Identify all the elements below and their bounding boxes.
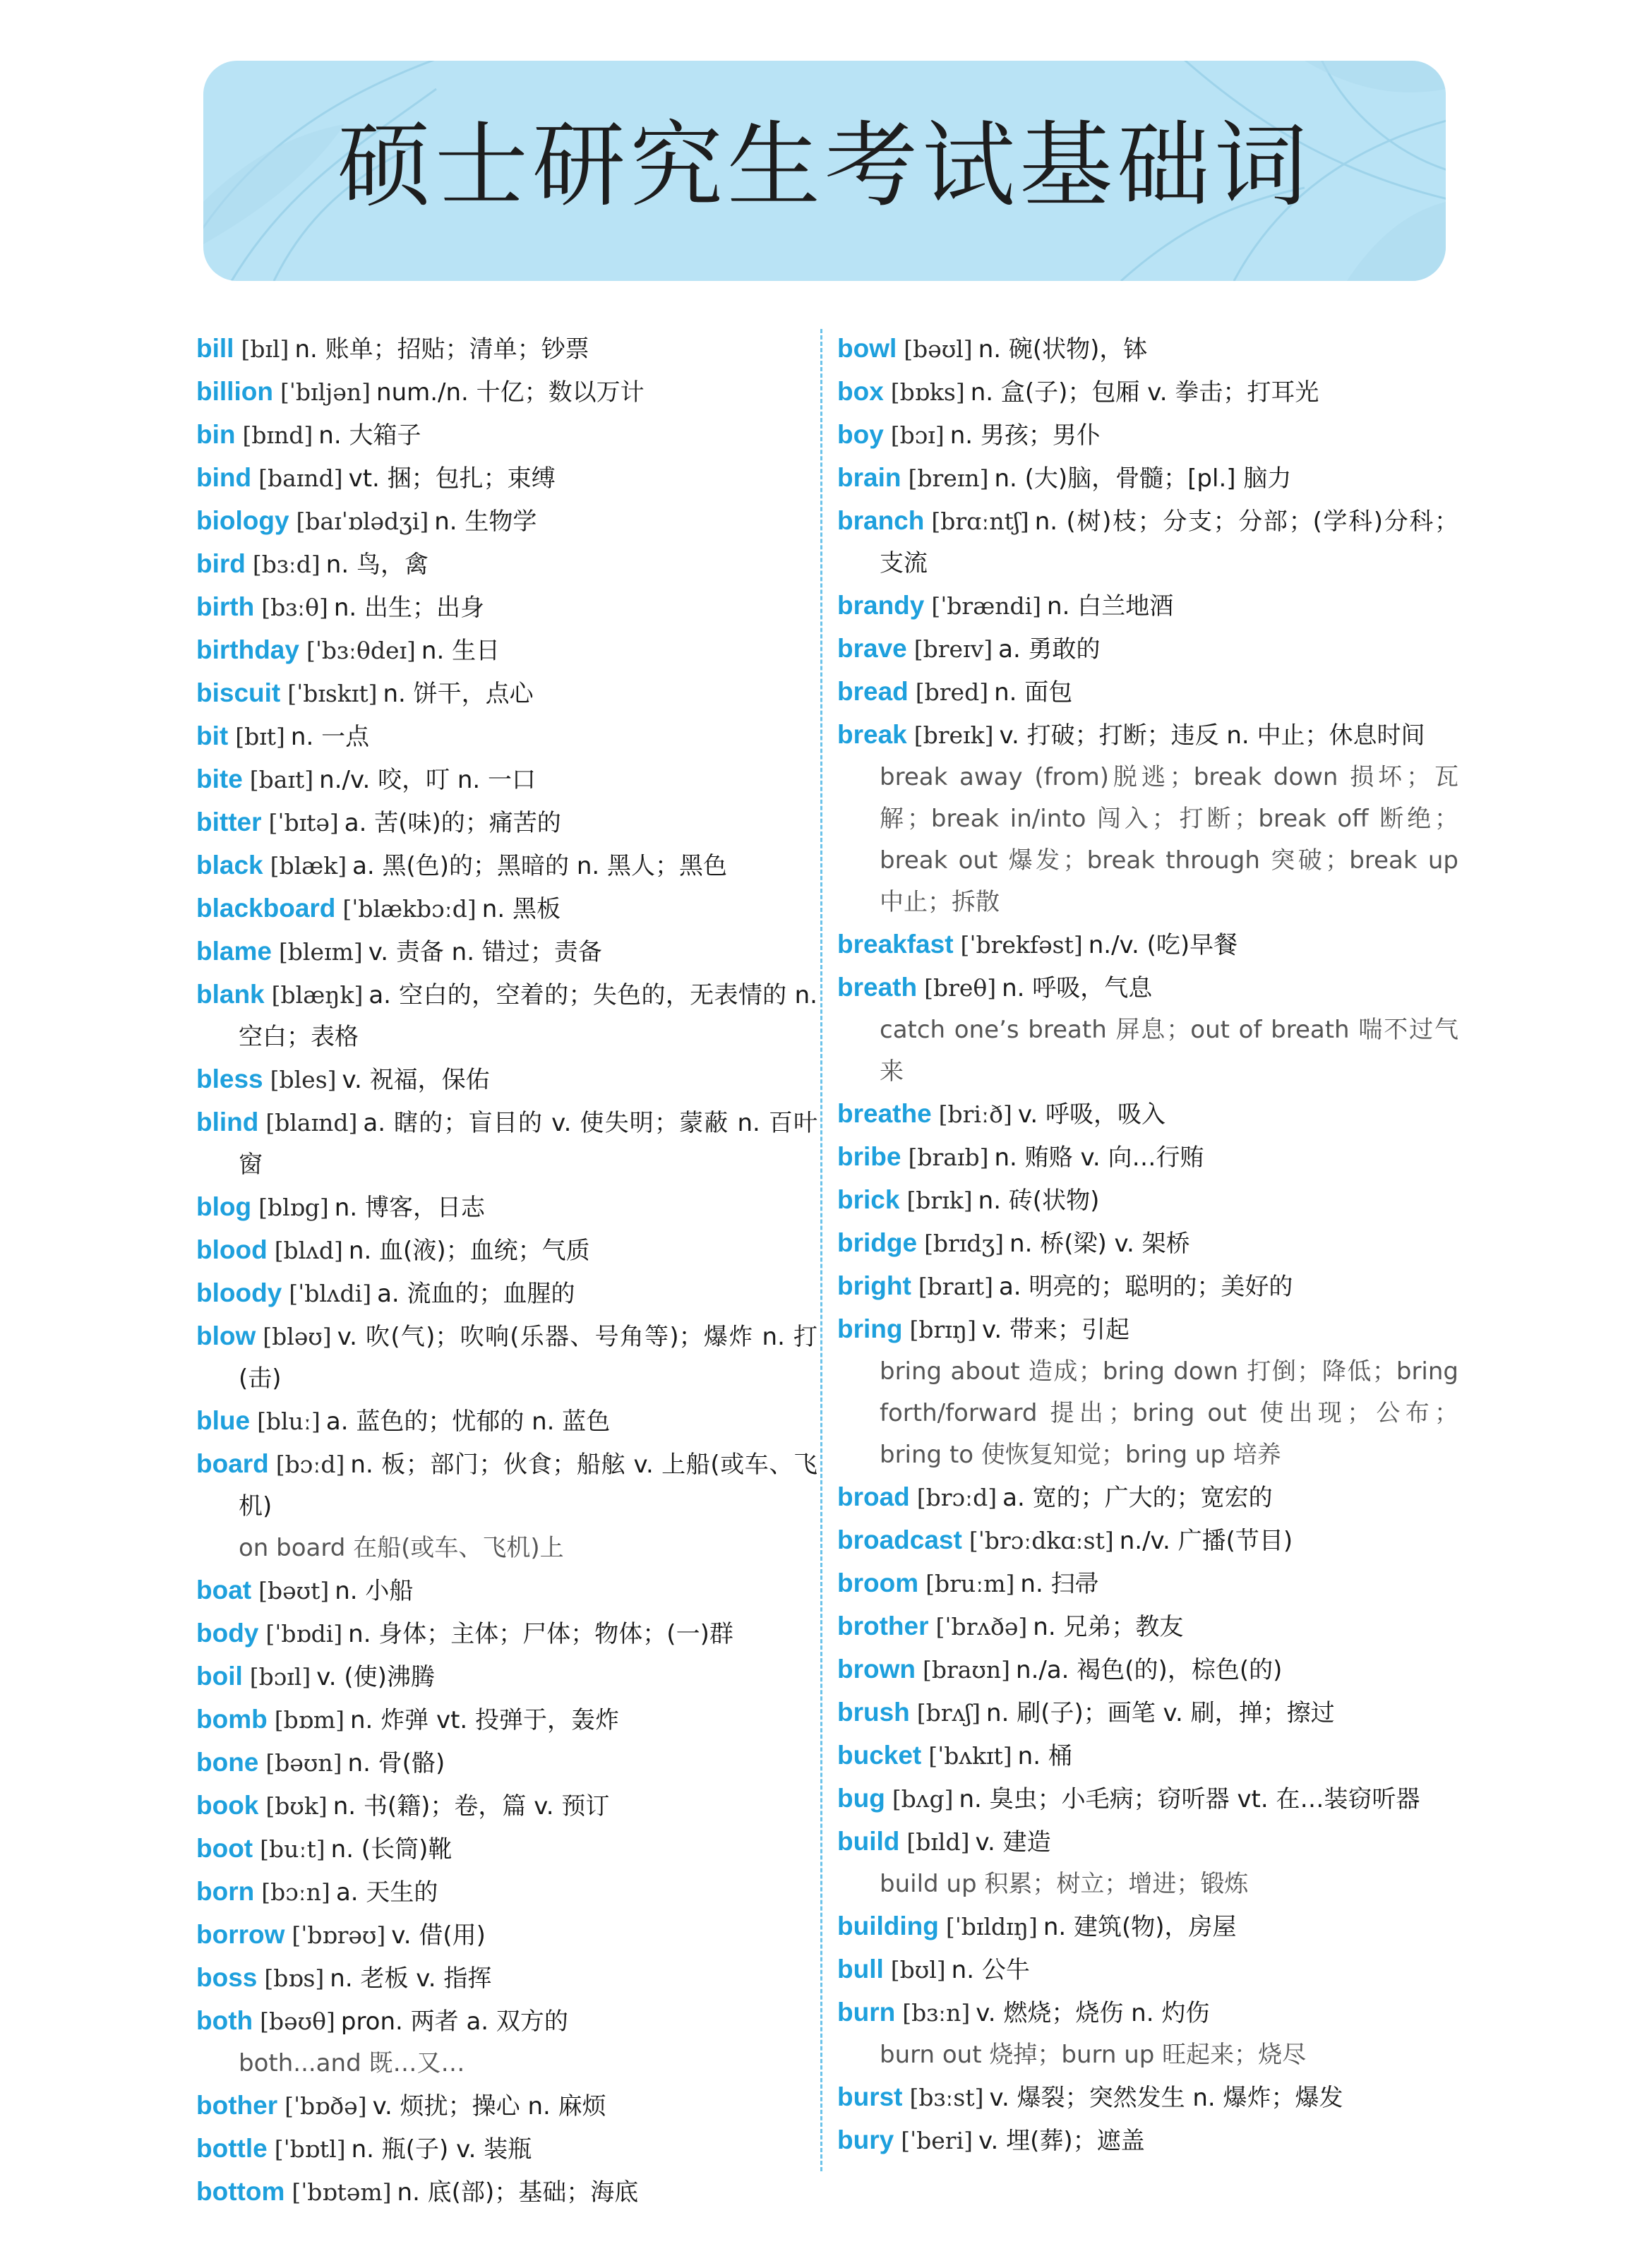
phonetic: [bʊk]: [265, 1792, 328, 1820]
word-entry: [196, 844, 817, 887]
phonetic: [ˈbrekfəst]: [960, 931, 1083, 959]
definition: a. 蓝色的；忧郁的 n. 蓝色: [325, 1408, 611, 1436]
headword: brain: [837, 463, 901, 492]
word-entry: [837, 1562, 1458, 1605]
headword: boy: [837, 420, 884, 449]
definition: n. 身体；主体；尸体；物体；(一)群: [348, 1620, 733, 1648]
word-entry: [837, 1093, 1458, 1136]
definition: n. 贿赂 v. 向…行贿: [994, 1144, 1204, 1172]
phonetic: [ˈbɜːθdeɪ]: [306, 637, 416, 664]
headword: bomb: [196, 1705, 268, 1734]
word-entry: [837, 1777, 1458, 1820]
headword: board: [196, 1449, 269, 1478]
phonetic: [bləʊ]: [263, 1323, 332, 1350]
definition: num./n. 十亿；数以万计: [376, 378, 645, 407]
word-entry: [196, 1186, 817, 1229]
phonetic: [bɪld]: [906, 1828, 970, 1856]
headword: boss: [196, 1963, 258, 1992]
word-entry: [837, 1991, 1458, 2034]
headword: bind: [196, 463, 252, 492]
word-entry: [196, 1569, 817, 1612]
phonetic: [bɔɪl]: [249, 1663, 311, 1691]
definition: n. 鸟，禽: [325, 551, 429, 579]
definition: v. 打破；打断；违反 n. 中止；休息时间: [999, 721, 1425, 750]
definition: n. 公牛: [951, 1956, 1030, 1984]
headword: bone: [196, 1748, 259, 1777]
headword: building: [837, 1912, 939, 1940]
column-divider: [820, 329, 822, 2171]
headword: both: [196, 2006, 253, 2035]
phrase-examples: burn out 烧掉；burn up 旺起来；烧尽: [880, 2041, 1307, 2069]
word-entry: [837, 671, 1458, 714]
headword: build: [837, 1827, 900, 1856]
phonetic: [bɜːθ]: [261, 594, 328, 621]
headword: birth: [196, 592, 255, 621]
word-entry: [837, 2119, 1458, 2162]
word-entry: [837, 1476, 1458, 1519]
definition: n. 扫帚: [1020, 1570, 1099, 1598]
phonetic: [braɪb]: [908, 1144, 989, 1171]
word-entry: [196, 328, 817, 371]
headword: broom: [837, 1568, 919, 1597]
definition: n. 出生；出身: [333, 594, 485, 622]
word-entry: [837, 1734, 1458, 1777]
word-entry: [837, 923, 1458, 966]
word-entry: [837, 1691, 1458, 1734]
phonetic: [blæk]: [270, 852, 347, 880]
headword: body: [196, 1619, 259, 1648]
word-entry: [837, 1308, 1458, 1351]
definition: n. 一点: [290, 723, 370, 751]
headword: billion: [196, 377, 273, 406]
headword: brother: [837, 1612, 929, 1640]
phonetic: [bɪl]: [241, 335, 289, 363]
word-entry: [196, 371, 817, 414]
definition: n. 饼干，点心: [383, 680, 534, 708]
phonetic: [ˈbɪldɪŋ]: [945, 1913, 1038, 1940]
phonetic: [ˈbɪtə]: [268, 809, 339, 836]
phonetic: [bɔːn]: [261, 1878, 330, 1906]
definition: a. 勇敢的: [998, 635, 1101, 664]
definition: n. 老板 v. 指挥: [330, 1964, 492, 1993]
word-entry: [196, 2084, 817, 2128]
definition: a. 瞎的；盲目的 v. 使失明；蒙蔽 n. 百叶窗: [239, 1109, 817, 1179]
definition: n. 黑板: [481, 895, 561, 923]
phonetic: [bʊl]: [890, 1956, 946, 1984]
phonetic: [ˈbɒtl]: [274, 2135, 346, 2163]
word-entry: [196, 543, 817, 586]
phonetic: [blʌd]: [274, 1237, 343, 1264]
definition: v. 燃烧；烧伤 n. 灼伤: [976, 1999, 1210, 2027]
headword: blame: [196, 937, 272, 966]
headword: bill: [196, 334, 234, 363]
definition: n./v. 广播(节目): [1119, 1527, 1293, 1555]
headword: bird: [196, 549, 246, 578]
phonetic: [bəʊθ]: [260, 2008, 335, 2035]
definition: n. 生物学: [434, 508, 537, 536]
word-entry: [196, 801, 817, 844]
phonetic: [bleɪm]: [278, 938, 363, 966]
headword: bread: [837, 677, 909, 706]
definition: n. 兄弟；教友: [1033, 1613, 1184, 1641]
headword: bucket: [837, 1741, 922, 1770]
phonetic: [ˈbrændi]: [931, 592, 1042, 620]
definition: n. 账单；招贴；清单；钞票: [294, 335, 589, 364]
phonetic: [bəʊt]: [258, 1577, 330, 1604]
phonetic: [bɜːn]: [902, 1999, 971, 2027]
headword: broadcast: [837, 1525, 962, 1554]
phonetic: [brɑːntʃ]: [931, 508, 1029, 535]
title-banner: [203, 61, 1446, 281]
definition: v. 吹(气)；吹响(乐器、号角等)；爆炸 n. 打(击): [239, 1323, 817, 1393]
word-entry: [196, 1612, 817, 1655]
definition: vt. 捆；包扎；束缚: [348, 464, 556, 493]
headword: blind: [196, 1108, 259, 1136]
headword: biology: [196, 506, 289, 535]
phonetic: [brɔːd]: [916, 1484, 997, 1511]
word-entry: [196, 1400, 817, 1443]
definition: n. 白兰地酒: [1047, 592, 1174, 620]
word-entry: [196, 1741, 817, 1784]
word-entry: [837, 1179, 1458, 1222]
headword: bug: [837, 1784, 885, 1813]
word-entry: [196, 1443, 817, 1528]
definition: v. 埋(葬)；遮盖: [978, 2127, 1145, 2155]
phonetic: [ˈbɒtəm]: [292, 2178, 392, 2206]
definition: v. 烦扰；操心 n. 麻烦: [372, 2092, 606, 2120]
word-entry: [196, 1871, 817, 1914]
definition: n. 桶: [1017, 1742, 1072, 1770]
phonetic: [ˈbɒdi]: [265, 1620, 343, 1648]
phonetic: [bɒks]: [890, 378, 965, 406]
word-entry: [196, 672, 817, 715]
definition: n. 盒(子)；包厢 v. 拳击；打耳光: [970, 378, 1319, 407]
definition: n./v. 咬，叮 n. 一口: [319, 766, 537, 794]
definition: v. (使)沸腾: [316, 1663, 435, 1691]
headword: bitter: [196, 808, 262, 836]
phonetic: [bɔɪ]: [890, 421, 945, 449]
word-entry: [196, 1315, 817, 1400]
phonetic: [ˈbɪskɪt]: [287, 680, 378, 707]
headword: bright: [837, 1271, 911, 1300]
word-entry: [196, 1957, 817, 2000]
phonetic: [bɜːd]: [252, 551, 320, 578]
definition: n. 书(籍)；卷，篇 v. 预订: [332, 1792, 610, 1820]
headword: blackboard: [196, 894, 336, 923]
headword: bloody: [196, 1278, 282, 1307]
word-entry: [837, 584, 1458, 628]
headword: brandy: [837, 591, 925, 620]
headword: branch: [837, 506, 925, 535]
word-entry: [196, 2171, 817, 2214]
word-entry: [837, 371, 1458, 414]
word-entry: [837, 1905, 1458, 1948]
phonetic: [bɪt]: [235, 723, 285, 750]
phonetic: [ˈbrɔːdkɑːst]: [969, 1527, 1114, 1554]
headword: borrow: [196, 1920, 285, 1949]
headword: boat: [196, 1576, 252, 1604]
word-entry: [196, 586, 817, 629]
phonetic: [ˈblækbɔːd]: [342, 895, 477, 923]
word-entry: [837, 1519, 1458, 1562]
headword: broad: [837, 1482, 910, 1511]
phonetic: [bɪnd]: [242, 421, 313, 449]
phonetic: [briːð]: [938, 1100, 1012, 1128]
word-entry: [196, 1229, 817, 1272]
definition: n. 刷(子)；画笔 v. 刷，掸；擦过: [986, 1699, 1335, 1727]
phonetic: [brɪŋ]: [909, 1316, 976, 1343]
word-entry: [837, 1648, 1458, 1691]
word-entry: [196, 887, 817, 930]
phonetic: [buːt]: [260, 1835, 325, 1863]
left-word-column: [196, 328, 817, 2214]
definition: v. 借(用): [391, 1921, 486, 1950]
phonetic: [bɜːst]: [909, 2084, 984, 2111]
phonetic: [braʊn]: [922, 1656, 1011, 1684]
phonetic: [brɪdʒ]: [924, 1230, 1005, 1257]
headword: bottom: [196, 2177, 285, 2206]
headword: boil: [196, 1662, 243, 1691]
headword: bless: [196, 1064, 263, 1093]
headword: break: [837, 720, 907, 749]
phonetic: [breɪn]: [908, 464, 989, 492]
word-entry: [196, 1101, 817, 1186]
headword: bother: [196, 2091, 278, 2120]
phrase-examples: catch one’s breath 屏息；out of breath 喘不过气来: [880, 1016, 1458, 1086]
word-entry: [196, 1272, 817, 1315]
headword: blog: [196, 1192, 252, 1221]
word-entry: [196, 930, 817, 973]
phonetic: [ˈberi]: [901, 2127, 973, 2154]
phonetic: [bred]: [915, 678, 989, 706]
phonetic: [bluː]: [257, 1408, 320, 1435]
headword: burn: [837, 1998, 896, 2027]
definition: a. 流血的；血腥的: [377, 1280, 575, 1308]
definition: pron. 两者 a. 双方的: [340, 2008, 568, 2036]
word-entry: [837, 966, 1458, 1009]
word-entry: [837, 328, 1458, 371]
headword: bull: [837, 1955, 884, 1984]
page-title: 硕士研究生考试基础词: [337, 112, 1312, 220]
word-entry: [196, 973, 817, 1058]
word-entry: [196, 2128, 817, 2171]
headword: brave: [837, 634, 907, 663]
definition: v. 建造: [975, 1828, 1051, 1856]
headword: box: [837, 377, 884, 406]
phonetic: [bɒs]: [264, 1964, 325, 1992]
phonetic: [ˈbrʌðə]: [935, 1613, 1028, 1640]
definition: a. 黑(色)的；黑暗的 n. 黑人；黑色: [352, 852, 728, 880]
word-entry: [196, 1655, 817, 1698]
headword: blue: [196, 1406, 251, 1435]
phonetic: [bəʊn]: [265, 1749, 342, 1777]
phonetic: [braɪt]: [918, 1273, 993, 1300]
headword: breath: [837, 973, 918, 1002]
word-entry: [196, 1828, 817, 1871]
definition: n. (大)脑，骨髓；[pl.] 脑力: [994, 464, 1292, 493]
headword: boot: [196, 1834, 253, 1863]
definition: n. 博客，日志: [334, 1194, 485, 1222]
word-entry: [196, 1784, 817, 1828]
definition: n. 板；部门；伙食；船舷 v. 上船(或车、飞机): [239, 1451, 817, 1520]
headword: bin: [196, 420, 236, 449]
definition: n. 砖(状物): [978, 1187, 1100, 1215]
phonetic: [blɒg]: [258, 1194, 329, 1221]
phrase-examples: build up 积累；树立；增进；锻炼: [880, 1870, 1249, 1898]
headword: birthday: [196, 635, 299, 664]
word-entry: [837, 414, 1458, 457]
word-entry: [196, 457, 817, 500]
headword: breathe: [837, 1099, 932, 1128]
phrase-examples: on board 在船(或车、飞机)上: [239, 1534, 564, 1562]
phonetic: [bruːm]: [925, 1570, 1015, 1597]
definition: a. 天生的: [335, 1878, 438, 1907]
word-entry: [837, 1605, 1458, 1648]
phonetic: [ˈbɒrəʊ]: [292, 1921, 386, 1949]
definition: n. 底(部)；基础；海底: [397, 2178, 639, 2207]
definition: n. 生日: [421, 637, 501, 665]
headword: breakfast: [837, 930, 954, 959]
word-entry: [837, 1265, 1458, 1308]
definition: n. 臭虫；小毛病；窃听器 vt. 在…装窃听器: [959, 1785, 1420, 1813]
headword: bit: [196, 721, 229, 750]
phonetic: [breɪv]: [913, 635, 993, 663]
headword: black: [196, 851, 263, 880]
definition: n./a. 褐色(的)，棕色(的): [1016, 1656, 1283, 1684]
definition: n. 建筑(物)，房屋: [1043, 1913, 1237, 1941]
word-entry: [196, 1058, 817, 1101]
phonetic: [baɪt]: [249, 766, 314, 793]
word-entry: [196, 414, 817, 457]
definition: n. 小船: [335, 1577, 414, 1605]
headword: bowl: [837, 334, 897, 363]
phonetic: [ˈbʌkɪt]: [928, 1742, 1012, 1770]
definition: v. 祝福，保佑: [342, 1066, 490, 1094]
word-entry: [837, 500, 1458, 584]
word-entry: [837, 457, 1458, 500]
word-entry: [837, 2076, 1458, 2119]
definition: v. 呼吸，吸入: [1017, 1100, 1165, 1129]
phonetic: [brɪk]: [906, 1187, 973, 1214]
word-entry: [196, 2000, 817, 2043]
headword: brush: [837, 1698, 910, 1727]
phrase-examples: bring about 造成；bring down 打倒；降低；bring forth/forward 提出；bring out 使出现；公布；bring to 使恢复知觉；bring up 培养: [880, 1357, 1458, 1469]
phonetic: [blaɪnd]: [265, 1109, 358, 1136]
phonetic: [ˈbɒðə]: [284, 2092, 367, 2120]
phonetic: [breɪk]: [913, 721, 994, 749]
definition: n. 碗(状物)，钵: [978, 335, 1148, 364]
word-entry: [196, 715, 817, 758]
phrase-examples: break away (from)脱逃；break down 损坏；瓦解；break in/into 闯入；打断；break off 断绝；break out 爆发；break through 突破；break up 中止；拆散: [880, 763, 1458, 916]
word-entry: [837, 714, 1458, 757]
definition: n. 血(液)；血统；气质: [348, 1237, 590, 1265]
word-entry: [196, 1698, 817, 1741]
definition: v. 带来；引起: [981, 1316, 1130, 1344]
word-entry: [837, 1820, 1458, 1864]
headword: brick: [837, 1185, 900, 1214]
headword: blow: [196, 1321, 256, 1350]
headword: bribe: [837, 1142, 901, 1171]
definition: v. 责备 n. 错过；责备: [368, 938, 602, 966]
definition: n. (树)枝；分支；分部；(学科)分科；支流: [880, 508, 1458, 577]
headword: bury: [837, 2125, 894, 2154]
definition: a. 空白的，空着的；失色的，无表情的 n. 空白；表格: [239, 981, 817, 1051]
definition: n. (长筒)靴: [330, 1835, 453, 1864]
word-entry: [837, 1136, 1458, 1179]
phrase-examples: both...and 既…又…: [239, 2049, 465, 2077]
headword: bridge: [837, 1228, 918, 1257]
word-entry: [196, 1914, 817, 1957]
phonetic: [bɒm]: [274, 1706, 344, 1734]
definition: n. 大箱子: [318, 421, 421, 450]
phonetic: [brʌʃ]: [916, 1699, 981, 1727]
definition: n. 呼吸，气息: [1002, 974, 1153, 1002]
word-entry: [196, 629, 817, 672]
phonetic: [bəʊl]: [904, 335, 973, 363]
definition: n. 骨(骼): [347, 1749, 445, 1777]
definition: a. 宽的；广大的；宽宏的: [1002, 1484, 1273, 1512]
definition: a. 明亮的；聪明的；美好的: [998, 1273, 1293, 1301]
phonetic: [blæŋk]: [271, 981, 364, 1009]
word-entry: [196, 500, 817, 543]
definition: v. 爆裂；突然发生 n. 爆炸；爆发: [989, 2084, 1343, 2112]
right-word-column: [837, 328, 1458, 2162]
word-entry: [837, 628, 1458, 671]
phonetic: [breθ]: [924, 974, 997, 1002]
phonetic: [baɪnd]: [258, 464, 343, 492]
definition: a. 苦(味)的；痛苦的: [344, 809, 561, 837]
headword: brown: [837, 1655, 916, 1684]
word-entry: [196, 758, 817, 801]
definition: n. 瓶(子) v. 装瓶: [351, 2135, 532, 2164]
phonetic: [ˈbɪljən]: [280, 378, 371, 406]
headword: born: [196, 1877, 255, 1906]
definition: n. 桥(梁) v. 架桥: [1009, 1230, 1190, 1258]
headword: bring: [837, 1314, 903, 1343]
definition: n. 炸弹 vt. 投弹于，轰炸: [350, 1706, 620, 1734]
phonetic: [ˈblʌdi]: [289, 1280, 372, 1307]
phonetic: [baɪˈɒlədʒi]: [296, 508, 429, 535]
headword: bottle: [196, 2134, 268, 2163]
headword: burst: [837, 2082, 903, 2111]
headword: book: [196, 1791, 259, 1820]
headword: biscuit: [196, 678, 281, 707]
headword: blood: [196, 1235, 268, 1264]
phonetic: [bles]: [270, 1066, 337, 1093]
headword: blank: [196, 980, 265, 1009]
headword: bite: [196, 764, 243, 793]
phonetic: [bɔːd]: [275, 1451, 345, 1478]
phonetic: [bʌg]: [892, 1785, 954, 1813]
definition: n./v. (吃)早餐: [1088, 931, 1238, 959]
word-entry: [837, 1948, 1458, 1991]
definition: n. 面包: [994, 678, 1073, 707]
definition: n. 男孩；男仆: [949, 421, 1101, 450]
word-entry: [837, 1222, 1458, 1265]
